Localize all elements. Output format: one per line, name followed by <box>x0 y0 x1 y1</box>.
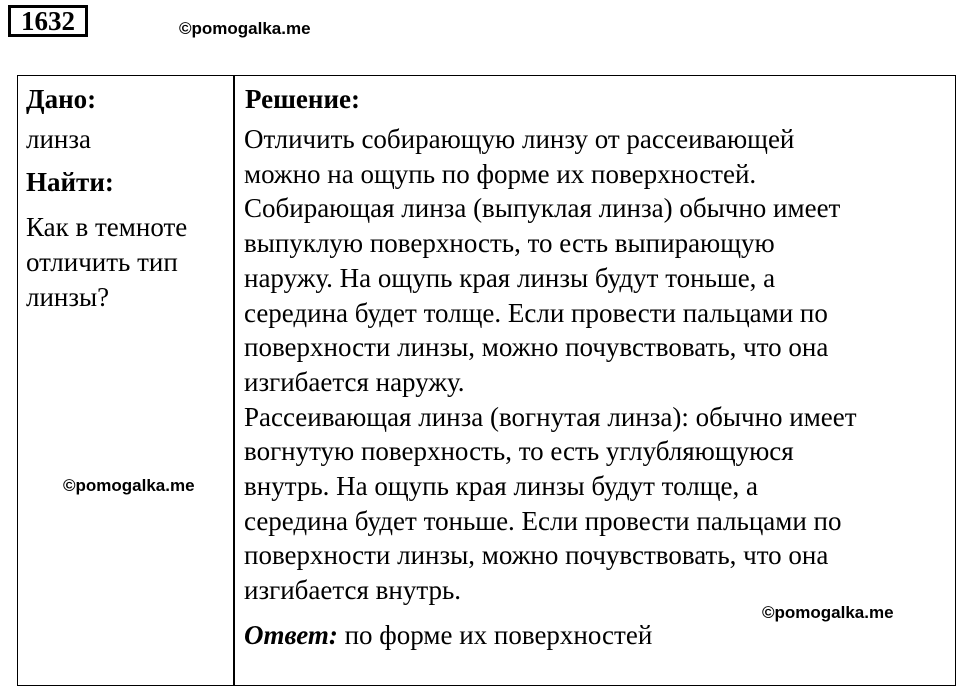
solution-line: Рассеивающая линза (вогнутая линза): обычно имеет <box>244 401 857 432</box>
solution-line: середина будет толще. Если провести пальцами по <box>244 297 828 328</box>
table-divider <box>233 75 235 686</box>
solution-line: внутрь. На ощупь края линзы будут толще, а <box>244 471 758 502</box>
solution-line: Собирающая линза (выпуклая линза) обычно имеет <box>244 193 841 224</box>
answer-text: по форме их поверхностей <box>344 620 653 650</box>
find-line: отличить тип <box>26 247 178 277</box>
solution-label: Решение: <box>245 84 360 114</box>
find-line: линзы? <box>26 282 110 312</box>
problem-number: 1632 <box>8 5 88 37</box>
solution-line: изгибается внутрь. <box>244 575 462 606</box>
solution-line: Отличить собирающую линзу от рассеивающей <box>244 124 795 154</box>
find-question <box>26 210 187 315</box>
solution-line: поверхности линзы, можно почувствовать, что она <box>244 540 829 571</box>
watermark-right: ©pomogalka.me <box>762 603 894 622</box>
given-label: Дано: <box>26 84 97 114</box>
answer <box>244 620 652 650</box>
solution-line: выпуклую поверхность, то есть выпирающую <box>244 228 775 259</box>
find-line: Как в темноте <box>26 212 188 242</box>
solution-line: можно на ощупь по форме их поверхностей. <box>244 158 757 189</box>
answer-label: Ответ: <box>244 620 338 650</box>
solution-text <box>244 122 857 608</box>
given-value: линза <box>26 124 92 154</box>
watermark-top: ©pomogalka.me <box>179 19 311 38</box>
solution-line: наружу. На ощупь края линзы будут тоньше, а <box>244 262 776 293</box>
watermark-left: ©pomogalka.me <box>63 476 195 495</box>
solution-line: изгибается наружу. <box>244 366 465 397</box>
find-label: Найти: <box>26 167 114 197</box>
solution-line: поверхности линзы, можно почувствовать, что она <box>244 332 829 363</box>
solution-line: вогнутую поверхность, то есть углубляющуюся <box>244 436 794 467</box>
solution-line: середина будет тоньше. Если провести пальцами по <box>244 505 842 536</box>
